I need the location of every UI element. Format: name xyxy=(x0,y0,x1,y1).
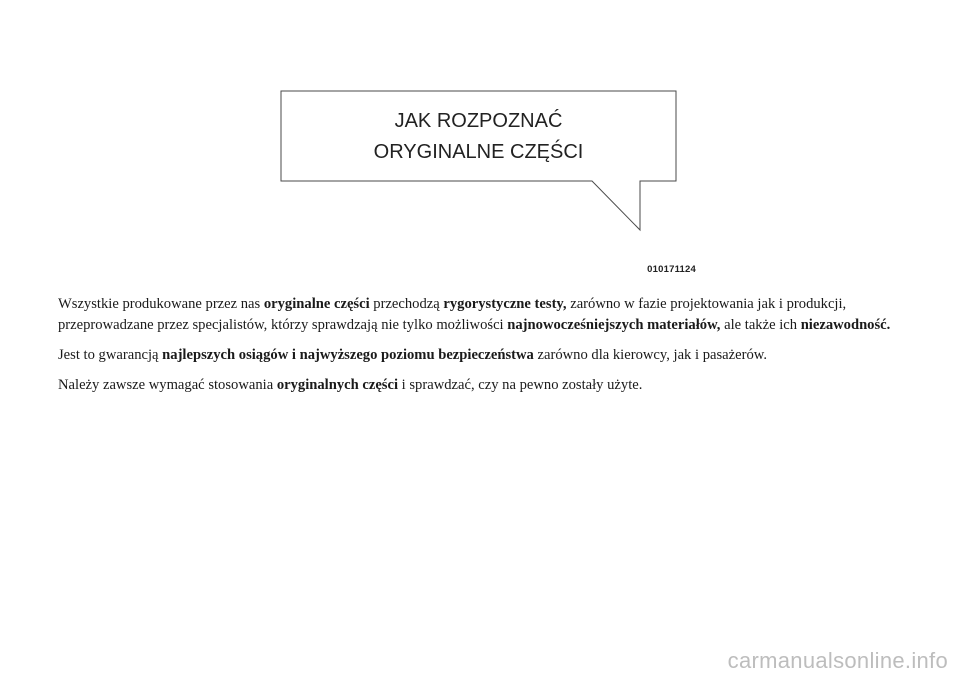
paragraph-3 xyxy=(58,375,918,396)
speech-bubble-text xyxy=(281,106,676,168)
emphasis-text: najlepszych osiągów i najwyższego poziomu bezpieczeństwa xyxy=(162,347,534,363)
body-text xyxy=(58,294,918,405)
text-run: zarówno w fazie projektowania jak i produkcji, przeprowadzane przez specjalistów, którzy sprawdzają nie tylko możliwości xyxy=(58,296,847,333)
emphasis-text: rygorystyczne testy, xyxy=(443,296,567,312)
paragraph-1 xyxy=(58,294,918,336)
emphasis-text: oryginalnych części xyxy=(276,377,399,393)
emphasis-text: oryginalne części xyxy=(263,296,370,312)
bubble-line-2: ORYGINALNE CZĘŚCI xyxy=(373,141,584,163)
text-run: ale także ich xyxy=(720,317,801,333)
text-run: Wszystkie produkowane przez nas xyxy=(58,296,264,312)
text-run: zarówno dla kierowcy, jak i pasażerów. xyxy=(533,347,767,363)
bubble-line-1: JAK ROZPOZNAĆ xyxy=(394,110,563,132)
text-run: przechodzą xyxy=(369,296,444,312)
text-run: i sprawdzać, czy na pewno zostały użyte. xyxy=(398,377,643,393)
emphasis-text: niezawodność. xyxy=(800,317,891,333)
paragraph-2 xyxy=(58,345,918,366)
emphasis-text: najnowocześniejszych materiałów, xyxy=(507,317,721,333)
watermark: carmanualsonline.info xyxy=(727,648,948,673)
figure-code: 010171124 xyxy=(647,264,696,275)
text-run: Należy zawsze wymagać stosowania xyxy=(58,377,277,393)
text-run: Jest to gwarancją xyxy=(58,347,163,363)
